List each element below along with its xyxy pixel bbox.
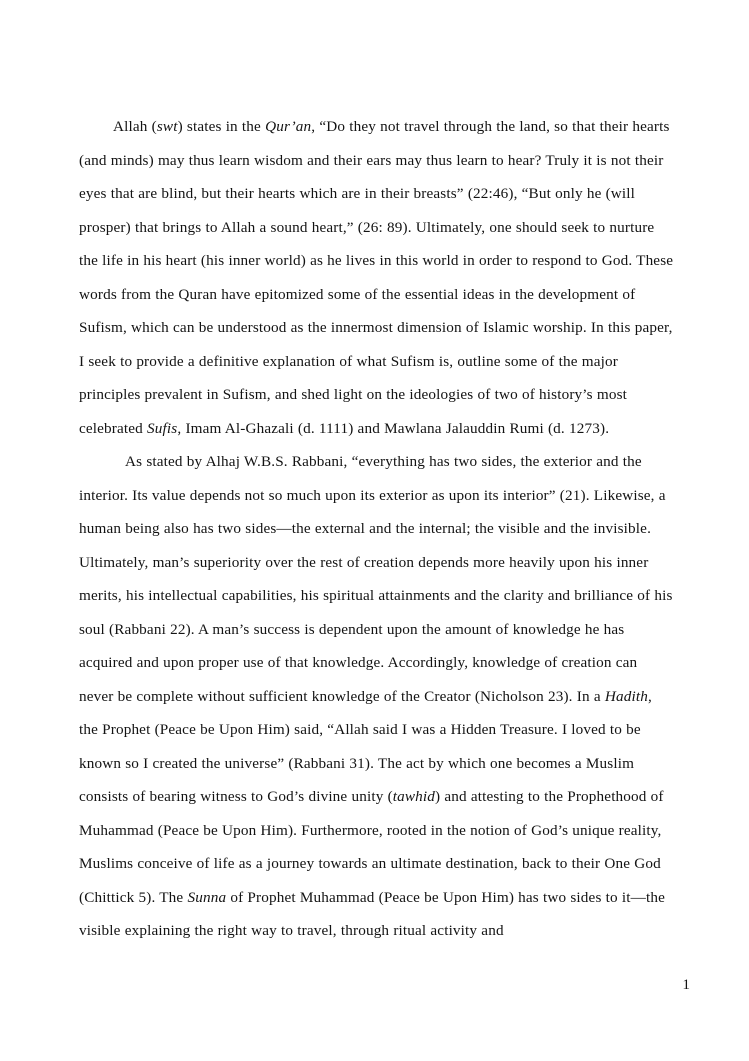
italic-term: Sunna bbox=[187, 888, 227, 906]
document-body bbox=[79, 110, 675, 948]
page-number: 1 bbox=[682, 976, 690, 993]
italic-term: Hadith bbox=[604, 687, 648, 705]
italic-term: swt bbox=[156, 118, 178, 135]
paragraph-2: As stated by Alhaj W.B.S. Rabbani, “everything has two sides, the exterior and the interior. Its value depends not so much upon its exterior as upon its interior” (21). Likewise, a human being also has two sides—the external and the internal; the visible and the invisible. Ultimately, man’s superiority over the rest of creation depends more heavily upon his inner merits, his intellectual capabilities, his spiritual attainments and the clarity and brilliance of his soul (Rabbani 22). A man’s success is dependent upon the amount of knowledge he has acquired and upon proper use of that knowledge. Accordingly, knowledge of creation can never be complete without sufficient knowledge of the Creator (Nicholson 23). In a Hadith, the Prophet (Peace be Upon Him) said, “Allah said I was a Hidden Treasure. I loved to be known so I created the universe” (Rabbani 31). The act by which one becomes a Muslim consists of bearing witness to God’s divine unity (tawhid) and attesting to the Prophethood of Muhammad (Peace be Upon Him). Furthermore, rooted in the notion of God’s unique reality, Muslims conceive of life as a journey towards an ultimate destination, back to their One God (Chittick 5). The Sunna of Prophet Muhammad (Peace be Upon Him) has two sides to it—the visible explaining the right way to travel, through ritual activity and bbox=[79, 453, 673, 939]
italic-term: Sufis bbox=[147, 419, 178, 437]
paragraph-1: Allah (swt) states in the Qur’an, “Do they not travel through the land, so that their hearts (and minds) may thus learn wisdom and their ears may thus learn to hear? Truly it is not their eyes that are blind, but their hearts which are in their breasts” (22:46), “But only he (will prosper) that brings to Allah a sound heart,” (26: 89). Ultimately, one should seek to nurture the life in his heart (his inner world) as he lives in this world in order to respond to God. These words from the Quran have epitomized some of the essential ideas in the development of Sufism, which can be understood as the innermost dimension of Islamic worship. In this paper, I seek to provide a definitive explanation of what Sufism is, outline some of the major principles prevalent in Sufism, and shed light on the ideologies of two of history’s most celebrated Sufis, Imam Al-Ghazali (d. 1111) and Mawlana Jalauddin Rumi (d. 1273). bbox=[79, 118, 674, 437]
italic-term: tawhid bbox=[392, 788, 436, 805]
italic-term: Qur’an bbox=[265, 118, 312, 135]
